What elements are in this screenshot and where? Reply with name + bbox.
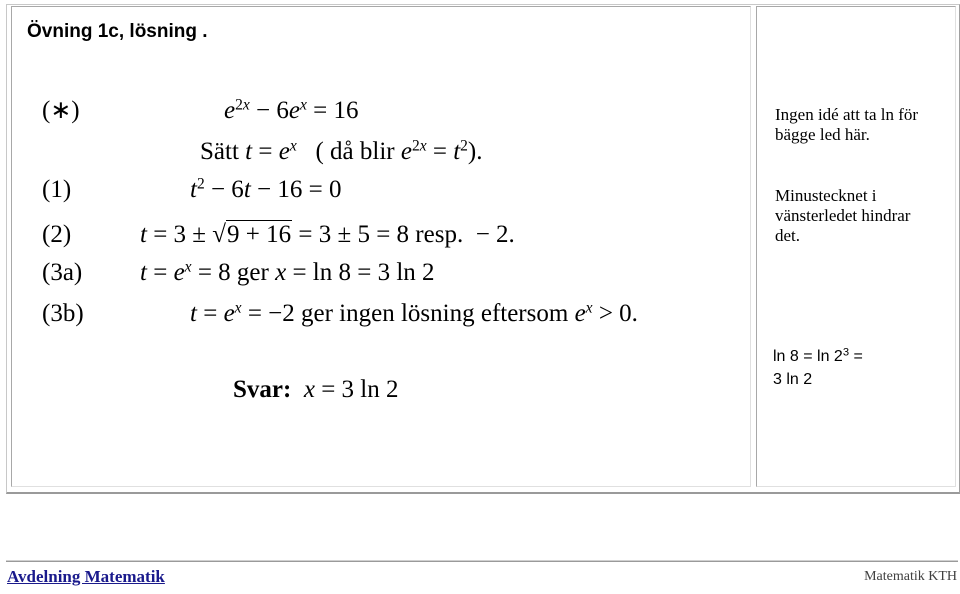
equation-substitution: Sätt $t = e^x$ ( då blir $e^{2x} = t^2$). xyxy=(200,137,483,165)
page-title: Övning 1c, lösning . xyxy=(27,21,208,42)
note-minus-sign: Minustecknet i vänsterledet hindrar det. xyxy=(775,186,911,245)
line-label-2: (2) xyxy=(42,221,72,248)
equation-star: $e^{2x} - 6e^x = 16$ xyxy=(224,96,359,124)
notes-cell xyxy=(756,6,956,487)
equation-1: $t^2 - 6t - 16 = 0$ xyxy=(190,175,342,203)
answer-label: Svar: xyxy=(233,376,292,403)
note-ln-identity: $\ln 8 = \ln 2^3$ = 3 ln 2 xyxy=(773,346,863,388)
equation-3a: $t = e^x = 8$ ger x = ln 8 = 3 ln 2 xyxy=(140,258,435,286)
line-label-3a: (3a) xyxy=(42,259,83,286)
equation-3b: $t = e^x = -2$ ger ingen lösning eftersom $e^x > 0$. xyxy=(190,299,638,327)
footer-divider xyxy=(6,560,958,562)
line-label-3b: (3b) xyxy=(42,300,84,327)
line-label-star: (∗) xyxy=(42,97,80,124)
line-label-1: (1) xyxy=(42,176,72,203)
answer: Svar: x = 3 ln 2 xyxy=(233,376,399,403)
footer-link-avdelning[interactable]: Avdelning Matematik xyxy=(7,567,165,586)
footer-site-name: Matematik KTH xyxy=(864,569,957,584)
note-no-ln: Ingen idé att ta ln för bägge led här. xyxy=(775,105,919,144)
equation-2: t = 3 ± √9 + 16 = 3 ± 5 = 8 resp. − 2. xyxy=(140,221,515,248)
